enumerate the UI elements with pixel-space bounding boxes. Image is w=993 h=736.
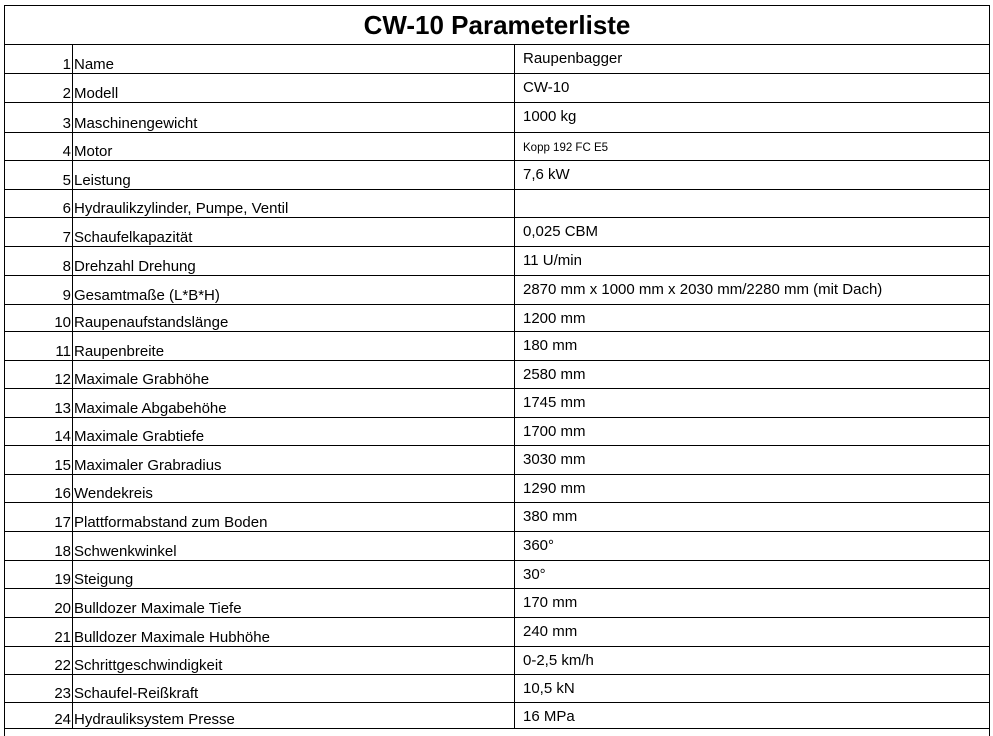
parameter-table bbox=[5, 45, 989, 729]
sheet-title: CW-10 Parameterliste bbox=[5, 5, 989, 45]
row-number: 18 bbox=[54, 543, 71, 560]
parameter-value: 1745 mm bbox=[523, 394, 586, 411]
parameter-value-cell bbox=[514, 503, 989, 531]
table-row bbox=[5, 475, 989, 503]
parameter-value-cell bbox=[514, 247, 989, 275]
table-row bbox=[5, 618, 989, 647]
parameter-value-cell bbox=[514, 589, 989, 617]
parameter-value-cell bbox=[514, 418, 989, 445]
table-row bbox=[5, 361, 989, 389]
parameter-name-cell bbox=[72, 332, 512, 360]
parameter-value-cell bbox=[514, 475, 989, 502]
parameter-value: 170 mm bbox=[523, 594, 578, 611]
parameter-value: 1700 mm bbox=[523, 423, 586, 440]
parameter-name: Drehzahl Drehung bbox=[74, 258, 196, 275]
parameter-name: Steigung bbox=[74, 571, 134, 588]
table-row bbox=[5, 589, 989, 618]
table-row bbox=[5, 675, 989, 703]
parameter-value-cell bbox=[514, 276, 989, 304]
row-number: 13 bbox=[54, 400, 71, 417]
parameter-value: 7,6 kW bbox=[523, 166, 570, 183]
parameter-value: 11 U/min bbox=[523, 252, 582, 269]
parameter-value-cell bbox=[514, 190, 989, 217]
parameter-name: Raupenaufstandslänge bbox=[74, 314, 229, 331]
table-row bbox=[5, 389, 989, 418]
parameter-value: 0-2,5 km/h bbox=[523, 652, 594, 669]
table-row bbox=[5, 103, 989, 133]
parameter-value: 1000 kg bbox=[523, 108, 577, 125]
parameter-value: Kopp 192 FC E5 bbox=[523, 142, 609, 154]
row-number: 17 bbox=[54, 514, 71, 531]
parameter-value: 180 mm bbox=[523, 337, 578, 354]
parameter-name: Schrittgeschwindigkeit bbox=[74, 657, 223, 674]
parameter-value: 16 MPa bbox=[523, 708, 575, 725]
row-number: 19 bbox=[54, 571, 71, 588]
table-row bbox=[5, 332, 989, 361]
parameter-value: 3030 mm bbox=[523, 451, 586, 468]
parameter-value-cell bbox=[514, 305, 989, 331]
parameter-name: Bulldozer Maximale Tiefe bbox=[74, 600, 242, 617]
parameter-name-cell bbox=[72, 532, 512, 560]
parameter-value-cell bbox=[514, 332, 989, 360]
parameter-name: Hydraulikzylinder, Pumpe, Ventil bbox=[74, 200, 289, 217]
parameter-name-cell bbox=[72, 190, 512, 217]
parameter-name-cell bbox=[72, 503, 512, 531]
row-number: 7 bbox=[62, 229, 71, 246]
parameter-name: Name bbox=[74, 56, 115, 73]
parameter-name-cell bbox=[72, 475, 512, 502]
table-row bbox=[5, 703, 989, 729]
table-row bbox=[5, 218, 989, 247]
row-number: 23 bbox=[54, 685, 71, 702]
table-row bbox=[5, 276, 989, 305]
parameter-name-cell bbox=[72, 103, 512, 132]
parameter-name: Hydrauliksystem Presse bbox=[74, 711, 235, 728]
parameter-name-cell bbox=[72, 218, 512, 246]
parameter-name-cell bbox=[72, 389, 512, 417]
table-row bbox=[5, 45, 989, 74]
parameter-value: 2580 mm bbox=[523, 366, 586, 383]
row-number: 21 bbox=[54, 629, 71, 646]
parameter-name: Schaufelkapazität bbox=[74, 229, 193, 246]
parameter-value-cell bbox=[514, 45, 989, 73]
parameter-name-cell bbox=[72, 161, 512, 189]
row-number: 5 bbox=[62, 172, 71, 189]
parameter-value-cell bbox=[514, 532, 989, 560]
parameter-name-cell bbox=[72, 74, 512, 102]
row-number: 10 bbox=[54, 314, 71, 331]
parameter-name: Bulldozer Maximale Hubhöhe bbox=[74, 629, 270, 646]
parameter-value-cell bbox=[514, 703, 989, 728]
parameter-value: 0,025 CBM bbox=[523, 223, 599, 240]
table-row bbox=[5, 446, 989, 475]
parameter-name-cell bbox=[72, 418, 512, 445]
parameter-name-cell bbox=[72, 675, 512, 702]
row-number: 24 bbox=[54, 711, 71, 728]
parameter-value: 240 mm bbox=[523, 623, 578, 640]
table-row bbox=[5, 74, 989, 103]
parameter-value-cell bbox=[514, 74, 989, 102]
parameter-name: Maximale Abgabehöhe bbox=[74, 400, 227, 417]
parameter-name: Modell bbox=[74, 85, 119, 102]
row-number: 3 bbox=[62, 115, 71, 132]
parameter-name: Motor bbox=[74, 143, 113, 160]
row-number: 14 bbox=[54, 428, 71, 445]
parameter-value-cell bbox=[514, 133, 989, 160]
parameter-name: Maximale Grabtiefe bbox=[74, 428, 205, 445]
parameter-sheet bbox=[4, 5, 990, 736]
parameter-name: Gesamtmaße (L*B*H) bbox=[74, 287, 220, 304]
row-number: 20 bbox=[54, 600, 71, 617]
parameter-name-cell bbox=[72, 561, 512, 588]
parameter-value: 360° bbox=[523, 537, 555, 554]
parameter-name-cell bbox=[72, 45, 512, 73]
row-number: 11 bbox=[55, 343, 71, 360]
parameter-value: 380 mm bbox=[523, 508, 578, 525]
parameter-value-cell bbox=[514, 561, 989, 588]
parameter-name: Wendekreis bbox=[74, 485, 153, 502]
row-number: 9 bbox=[62, 287, 71, 304]
table-row bbox=[5, 532, 989, 561]
row-number: 12 bbox=[54, 371, 71, 388]
parameter-name-cell bbox=[72, 276, 512, 304]
parameter-name: Plattformabstand zum Boden bbox=[74, 514, 268, 531]
parameter-name: Schaufel-Reißkraft bbox=[74, 685, 199, 702]
row-number: 8 bbox=[62, 258, 71, 275]
parameter-value-cell bbox=[514, 389, 989, 417]
table-row bbox=[5, 247, 989, 276]
parameter-name: Maximale Grabhöhe bbox=[74, 371, 210, 388]
table-row bbox=[5, 305, 989, 332]
parameter-value: 2870 mm x 1000 mm x 2030 mm/2280 mm (mit Dach) bbox=[523, 281, 883, 298]
parameter-name: Maschinengewicht bbox=[74, 115, 198, 132]
row-number: 1 bbox=[62, 56, 71, 73]
parameter-name: Leistung bbox=[74, 172, 131, 189]
parameter-name-cell bbox=[72, 305, 512, 331]
parameter-value-cell bbox=[514, 103, 989, 132]
parameter-value-cell bbox=[514, 361, 989, 388]
parameter-name-cell bbox=[72, 247, 512, 275]
parameter-name: Maximaler Grabradius bbox=[74, 457, 222, 474]
parameter-name: Schwenkwinkel bbox=[74, 543, 177, 560]
parameter-value-cell bbox=[514, 647, 989, 674]
table-row bbox=[5, 561, 989, 589]
row-number: 16 bbox=[54, 485, 71, 502]
parameter-name-cell bbox=[72, 647, 512, 674]
table-row bbox=[5, 418, 989, 446]
parameter-value: 1290 mm bbox=[523, 480, 586, 497]
parameter-value: 1200 mm bbox=[523, 310, 586, 327]
table-row bbox=[5, 503, 989, 532]
row-number: 22 bbox=[54, 657, 71, 674]
parameter-value: CW-10 bbox=[523, 79, 570, 96]
row-number: 2 bbox=[62, 85, 71, 102]
parameter-value-cell bbox=[514, 618, 989, 646]
table-row bbox=[5, 190, 989, 218]
parameter-value-cell bbox=[514, 218, 989, 246]
parameter-name-cell bbox=[72, 703, 512, 728]
row-number: 4 bbox=[62, 143, 71, 160]
table-row bbox=[5, 647, 989, 675]
row-number: 15 bbox=[54, 457, 71, 474]
parameter-name-cell bbox=[72, 133, 512, 160]
parameter-name-cell bbox=[72, 589, 512, 617]
parameter-name-cell bbox=[72, 446, 512, 474]
table-row bbox=[5, 161, 989, 190]
parameter-name-cell bbox=[72, 361, 512, 388]
parameter-value-cell bbox=[514, 446, 989, 474]
parameter-name: Raupenbreite bbox=[74, 343, 165, 360]
parameter-value-cell bbox=[514, 161, 989, 189]
parameter-value: 30° bbox=[523, 566, 546, 583]
parameter-value-cell bbox=[514, 675, 989, 702]
parameter-value: Raupenbagger bbox=[523, 50, 623, 67]
table-row bbox=[5, 133, 989, 161]
parameter-value: 10,5 kN bbox=[523, 680, 575, 697]
row-number: 6 bbox=[62, 200, 71, 217]
parameter-name-cell bbox=[72, 618, 512, 646]
